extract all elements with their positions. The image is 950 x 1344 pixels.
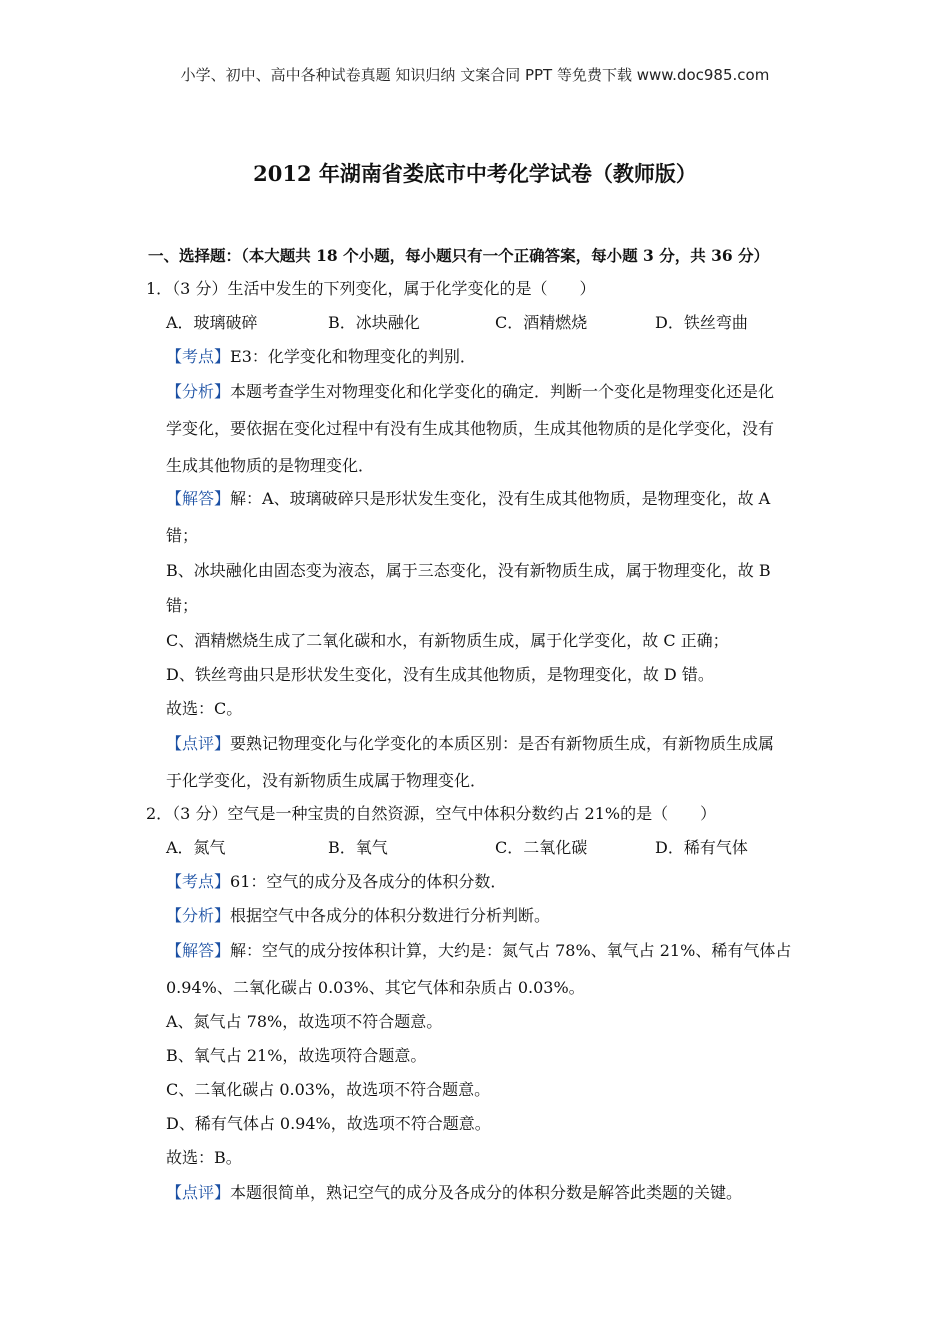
kaodian-tag: 【考点】: [166, 872, 231, 891]
text-line: D、铁丝弯曲只是形状发生变化，没有生成其他物质，是物理变化，故 D 错。: [166, 665, 714, 684]
text-line: 生成其他物质的是物理变化．: [166, 456, 375, 475]
jieda: 【解答】解：空气的成分按体积计算，大约是：氮气占 78%、氧气占 21%、稀有气体占: [166, 941, 792, 960]
text-line: 错；: [166, 596, 199, 615]
text-line: C、二氧化碳占 0.03%，故选项不符合题意。: [166, 1080, 491, 1099]
option-c: C．二氧化碳: [495, 838, 588, 857]
text-line: 学变化，要依据在变化过程中有没有生成其他物质，生成其他物质的是化学变化，没有: [166, 419, 775, 438]
kaodian-tag: 【考点】: [166, 347, 231, 366]
text-line: A、氮气占 78%，故选项不符合题意。: [166, 1012, 443, 1031]
option-a: A．氮气: [166, 838, 226, 857]
question-stem: 1．（3 分）生活中发生的下列变化，属于化学变化的是（ ）: [146, 279, 596, 298]
text-line: 0.94%、二氧化碳占 0.03%、其它气体和杂质占 0.03%。: [166, 978, 585, 997]
option-d: D．稀有气体: [655, 838, 748, 857]
page-title: 2012 年湖南省娄底市中考化学试卷（教师版）: [253, 161, 697, 186]
option-b: B．冰块融化: [328, 313, 420, 332]
jieda-tag: 【解答】: [166, 941, 231, 960]
dianping-tag: 【点评】: [166, 734, 231, 753]
dianping-tag: 【点评】: [166, 1183, 231, 1202]
option-b: B．氧气: [328, 838, 388, 857]
question-stem: 2．（3 分）空气是一种宝贵的自然资源，空气中体积分数约占 21%的是（ ）: [146, 804, 717, 823]
section-heading: 一、选择题：（本大题共 18 个小题，每小题只有一个正确答案，每小题 3 分，共 36 分）: [148, 246, 770, 265]
text-line: 错；: [166, 526, 199, 545]
text-line: 故选：B。: [166, 1148, 242, 1167]
option-a: A．玻璃破碎: [166, 313, 258, 332]
text-line: D、稀有气体占 0.94%，故选项不符合题意。: [166, 1114, 491, 1133]
dianping: 【点评】要熟记物理变化与化学变化的本质区别：是否有新物质生成，有新物质生成属: [166, 734, 775, 753]
jieda-tag: 【解答】: [166, 489, 231, 508]
fenxi: 【分析】根据空气中各成分的体积分数进行分析判断。: [166, 906, 551, 925]
option-d: D．铁丝弯曲: [655, 313, 748, 332]
option-c: C．酒精燃烧: [495, 313, 588, 332]
page-header: 小学、初中、高中各种试卷真题 知识归纳 文案合同 PPT 等免费下载 www.doc985.com: [180, 66, 770, 84]
fenxi-tag: 【分析】: [166, 906, 231, 925]
jieda: 【解答】解：A、玻璃破碎只是形状发生变化，没有生成其他物质，是物理变化，故 A: [166, 489, 771, 508]
text-line: B、氧气占 21%，故选项符合题意。: [166, 1046, 427, 1065]
text-line: C、酒精燃烧生成了二氧化碳和水，有新物质生成，属于化学变化，故 C 正确；: [166, 631, 729, 650]
kaodian: 【考点】E3：化学变化和物理变化的判别．: [166, 347, 476, 366]
text-line: B、冰块融化由固态变为液态，属于三态变化，没有新物质生成，属于物理变化，故 B: [166, 561, 771, 580]
kaodian: 【考点】61：空气的成分及各成分的体积分数．: [166, 872, 507, 891]
text-line: 于化学变化，没有新物质生成属于物理变化．: [166, 771, 487, 790]
text-line: 故选：C。: [166, 699, 243, 718]
dianping: 【点评】本题很简单，熟记空气的成分及各成分的体积分数是解答此类题的关键。: [166, 1183, 743, 1202]
fenxi-tag: 【分析】: [166, 382, 231, 401]
fenxi: 【分析】本题考查学生对物理变化和化学变化的确定．判断一个变化是物理变化还是化: [166, 382, 775, 401]
